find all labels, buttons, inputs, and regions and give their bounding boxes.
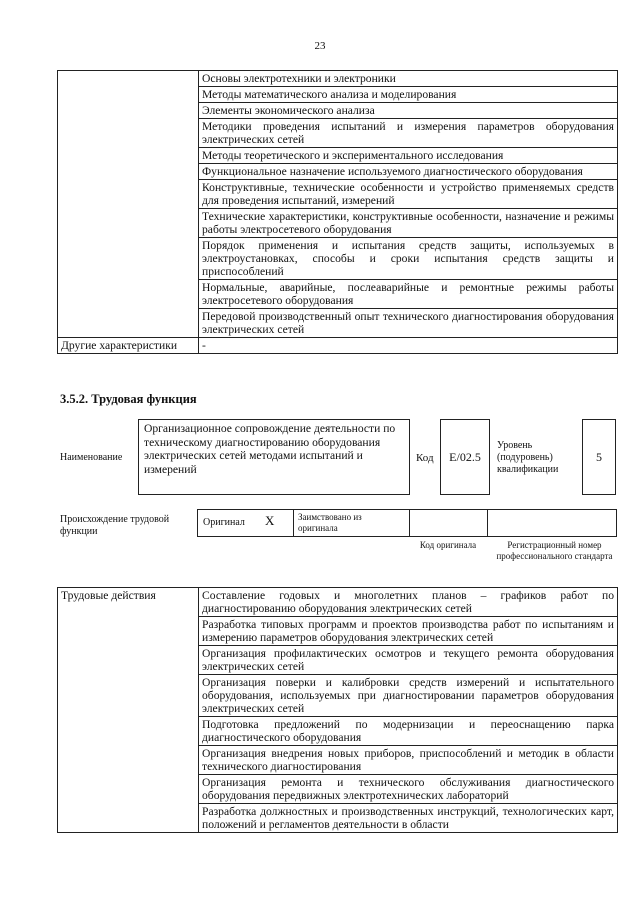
code-caption: Код оригинала	[419, 540, 477, 550]
original-mark: X	[265, 513, 275, 528]
list-item: Конструктивные, технические особенности и устройство применяемых средств для проведения испытаний, измерений	[199, 180, 618, 209]
borrowed-label: Заимствовано из оригинала	[298, 512, 362, 533]
table-row	[58, 338, 618, 354]
list-item: Составление годовых и многолетних планов – графиков работ по диагностированию оборудования электрических сетей	[199, 588, 618, 617]
reg-number-caption: Регистрационный номер профессионального стандарта	[496, 540, 613, 561]
table-row	[58, 588, 618, 617]
list-item: Разработка типовых программ и проектов производства работ по испытаниям и измерению параметров оборудования электрических сетей	[199, 617, 618, 646]
list-item: Разработка должностных и производственных инструкций, технологических карт, положений и регламентов деятельности в области	[199, 804, 618, 833]
list-item: Методы теоретического и экспериментального исследования	[199, 148, 618, 164]
origin-label: Происхождение трудовой функции	[60, 514, 170, 537]
other-characteristics-label: Другие характеристики	[58, 338, 199, 354]
original-cell	[197, 509, 294, 537]
code-value: E/02.5	[449, 450, 481, 464]
origin-row	[197, 509, 617, 537]
list-item: Функциональное назначение используемого диагностического оборудования	[199, 164, 618, 180]
level-value: 5	[596, 450, 602, 464]
list-item: Методы математического анализа и моделирования	[199, 87, 618, 103]
list-item: Элементы экономического анализа	[199, 103, 618, 119]
original-label: Оригинал	[203, 517, 245, 528]
original-code-cell	[410, 509, 488, 537]
knowledge-table	[57, 70, 618, 354]
function-name: Организационное сопровождение деятельности по техническому диагностированию оборудования электрических сетей методами испытаний и измерений	[144, 422, 396, 476]
labor-actions-table	[57, 587, 618, 833]
list-item: Методики проведения испытаний и измерения параметров оборудования электрических сетей	[199, 119, 618, 148]
page-number: 23	[314, 40, 326, 52]
list-item: Подготовка предложений по модернизации и переоснащению парка диагностического оборудования	[199, 717, 618, 746]
level-label: Уровень (подуровень) квалификации	[497, 440, 559, 475]
section-heading: 3.5.2. Трудовая функция	[60, 392, 197, 406]
name-box	[138, 419, 410, 495]
code-label: Код	[416, 452, 434, 464]
name-label: Наименование	[60, 452, 123, 463]
list-item: Основы электротехники и электроники	[199, 71, 618, 87]
other-characteristics-value: -	[199, 338, 618, 354]
list-item: Порядок применения и испытания средств защиты, используемых в электроустановках, способы и сроки испытания средств защиты и приспособлений	[199, 238, 618, 280]
list-item: Организация профилактических осмотров и текущего ремонта оборудования электрических сетей	[199, 646, 618, 675]
list-item: Организация ремонта и технического обслуживания диагностического оборудования передвижных электротехнических лабораторий	[199, 775, 618, 804]
borrowed-cell	[293, 509, 410, 537]
level-box	[582, 419, 616, 495]
knowledge-label-cell	[58, 71, 199, 338]
list-item: Организация внедрения новых приборов, приспособлений и методик в области технического диагностирования	[199, 746, 618, 775]
table-row	[58, 71, 618, 87]
list-item: Организация поверки и калибровки средств измерений и испытательного оборудования, используемых при диагностировании параметров оборудования электрических сетей	[199, 675, 618, 717]
list-item: Технические характеристики, конструктивные особенности, назначение и режимы работы электросетевого оборудования	[199, 209, 618, 238]
labor-actions-label: Трудовые действия	[58, 588, 199, 833]
code-box	[440, 419, 490, 495]
list-item: Передовой производственный опыт технического диагностирования оборудования электрических сетей	[199, 309, 618, 338]
list-item: Нормальные, аварийные, послеаварийные и ремонтные режимы работы электросетевого оборудования	[199, 280, 618, 309]
